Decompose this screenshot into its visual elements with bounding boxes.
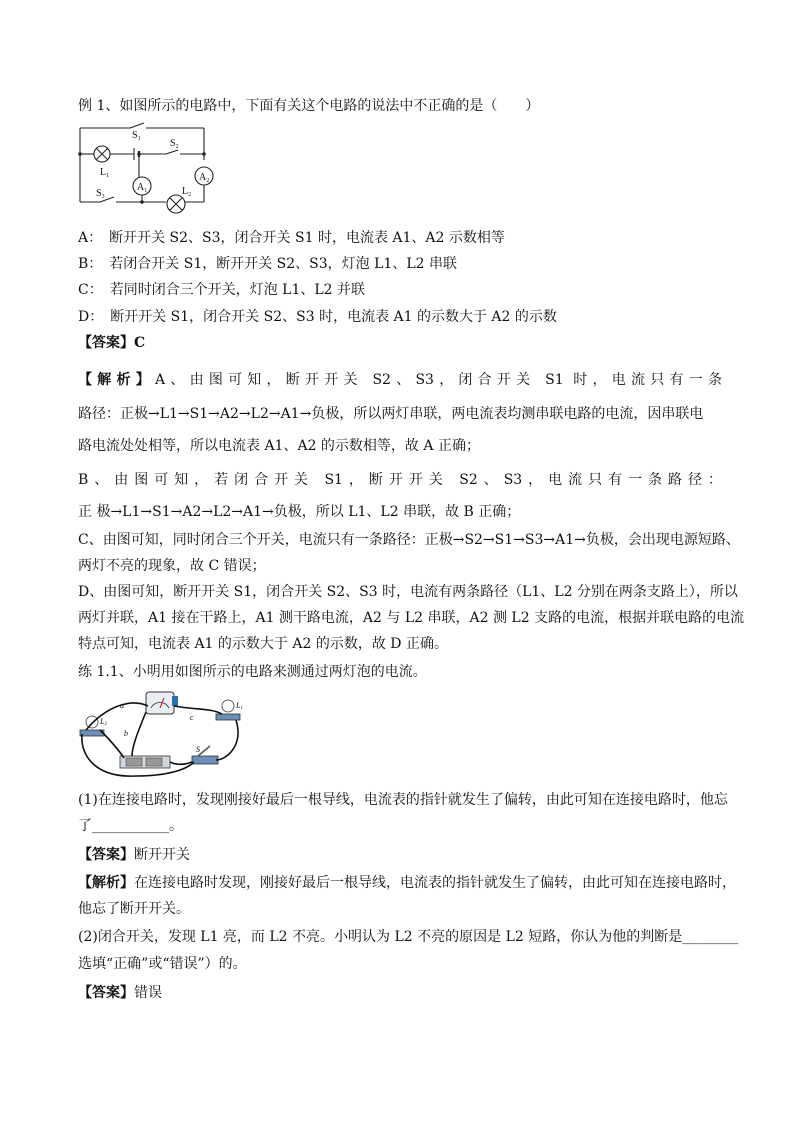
analysis-line-6: C、由图可知，同时闭合三个开关，电流只有一条路径：正极→S2→S1→S3→A1→负极，会出现电源短路、 [78,532,740,548]
analysis-line-5: 正 极→L1→S1→A2→L2→A1→负极，所以 L1、L2 串联，故 B 正确； [78,504,521,520]
q1-analysis-line-2: 他忘了断开开关。 [78,901,190,917]
analysis-line-1: 【解析】A、由图可知，断开开关 S2、S3，闭合开关 S1 时，电流只有一条 [78,372,722,388]
svg-text:S: S [196,745,200,754]
q2-answer-label: 【答案】 [78,985,134,1001]
svg-text:L2: $L_2$ [182,186,192,198]
option-d: D： 断开开关 S1，闭合开关 S2、S3 时，电流表 A1 的示数大于 A2 的示数 [78,309,557,325]
svg-text:S3: $S_3$ [96,188,105,200]
analysis-line-10: 特点可知，电流表 A1 的示数大于 A2 的示数，故 D 正确。 [78,636,448,652]
example-answer [78,333,145,353]
svg-text:A1: $A_1$ [137,182,148,194]
svg-text:a: a [120,701,124,710]
example-question: 例 1、如图所示的电路中，下面有关这个电路的说法中不正确的是（ ） [78,98,540,114]
answer-label: 【答案】 [78,335,134,351]
option-b: B： 若闭合开关 S1，断开开关 S2、S3，灯泡 L1、L2 串联 [78,256,457,272]
lamp-l1-bulb-icon [222,700,234,712]
switch-s1-blade [130,123,144,128]
practice-circuit-photo [76,686,256,786]
lamp-l1-base [216,714,240,720]
analysis-line-8: D、由图可知，断开开关 S1，闭合开关 S2、S3 时，电流有两条路径（L1、L2 分别在两条支路上），所以 [78,584,738,600]
q2-line-1: (2)闭合开关，发现 L1 亮，而 L2 不亮。小明认为 L2 不亮的原因是 L2 短路，你认为他的判断是________ [78,929,739,945]
svg-text:A2: $A_2$ [199,172,210,184]
option-c: C： 若同时闭合三个开关，灯泡 L1、L2 并联 [78,282,366,298]
ammeter-icon [146,692,174,714]
switch-s-icon [192,756,218,764]
answer-value: C [134,335,146,351]
analysis-line-7: 两灯不亮的现象，故 C 错误； [78,558,266,574]
q2-answer [78,983,162,1003]
svg-text:S1: $S_1$ [132,130,141,142]
analysis-line-9: 两灯并联，A1 接在干路上，A1 测干路电流，A2 与 L2 串联，A2 测 L2 支路的电流，根据并联电路的电流 [78,610,745,626]
q2-line-2: 选填“正确”或“错误”）的。 [78,956,247,972]
q1-analysis-label: 【解析】 [78,875,134,891]
q1-line-2: 了___________。 [78,818,183,834]
analysis-label: 【解析】 [78,372,155,388]
q1-answer-value: 断开开关 [134,847,190,863]
q1-answer [78,845,190,865]
analysis-line-4: B、由图可知，若闭合开关 S1，断开开关 S2、S3，电流只有一条路径： [78,472,722,488]
q1-line-1: (1)在连接电路时，发现刚接好最后一根导线，电流表的指针就发生了偏转，由此可知在连接电路时，他忘 [78,792,728,808]
circuit-diagram [70,120,220,220]
option-a: A： 断开开关 S2、S3，闭合开关 S1 时，电流表 A1、A2 示数相等 [78,230,505,246]
lamp-l2-bulb-icon [86,716,98,728]
svg-text:b: b [124,729,128,738]
analysis-line-2: 路径：正极→L1→S1→A2→L2→A1→负极，所以两灯串联，两电流表均测串联电路的电流，因串联电 [78,406,704,422]
svg-text:S2: $S_2$ [170,138,179,150]
q2-answer-value: 错误 [134,985,162,1001]
svg-text:L2: L2 [100,717,107,727]
svg-text:c: c [190,713,194,722]
svg-text:L1: $L_1$ [100,167,110,179]
analysis-line-3: 路电流处处相等，所以电流表 A1、A2 的示数相等，故 A 正确； [78,438,480,454]
practice-intro: 练 1.1、小明用如图所示的电路来测通过两灯泡的电流。 [78,664,427,680]
svg-text:L1: L1 [236,701,243,711]
q1-answer-label: 【答案】 [78,847,134,863]
q1-analysis-line-1: 【解析】在连接电路时发现，刚接好最后一根导线，电流表的指针就发生了偏转，由此可知在连接电路时， [78,875,736,891]
